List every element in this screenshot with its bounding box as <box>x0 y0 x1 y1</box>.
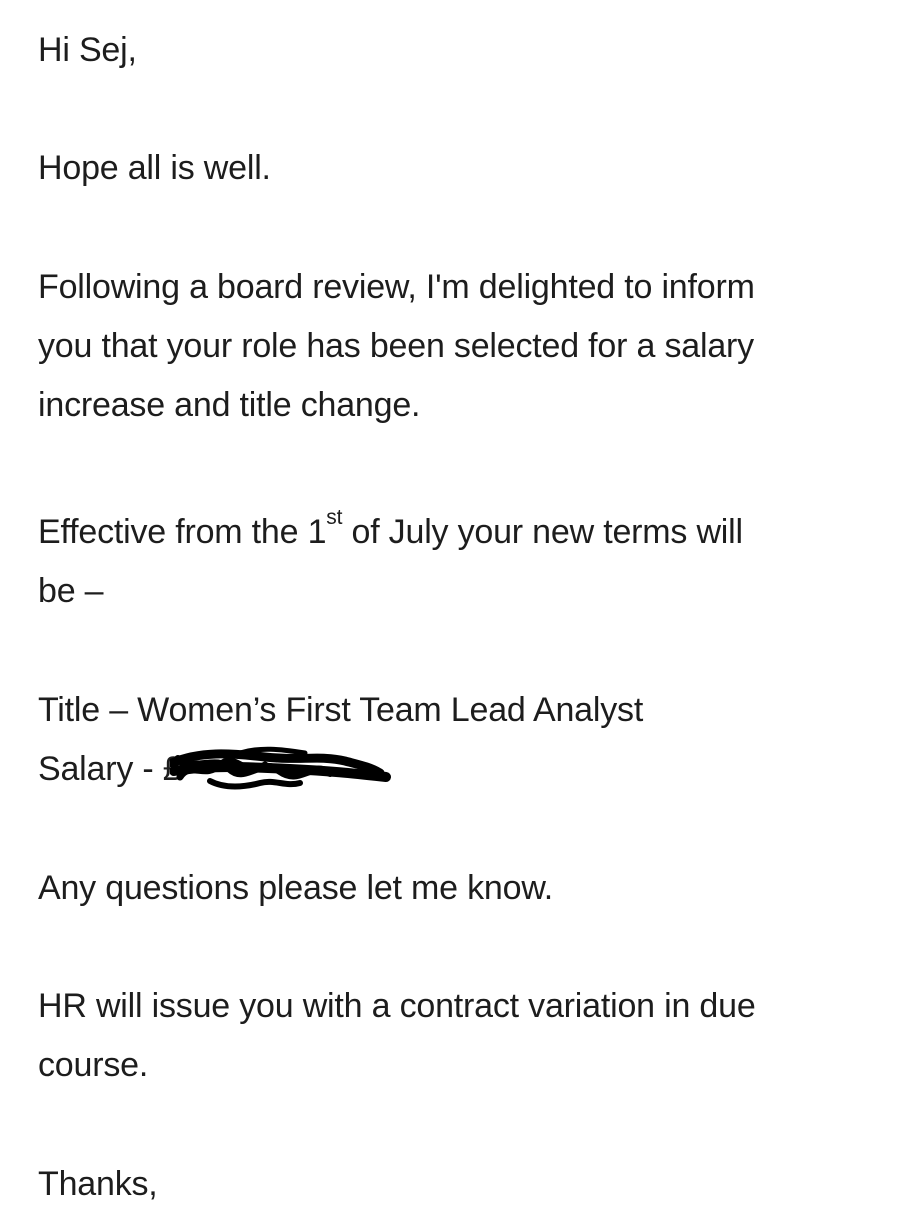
paragraph-line: increase and title change. <box>38 386 421 424</box>
ordinal-suffix: st <box>326 505 343 529</box>
paragraph-line: Following a board review, I'm delighted to inform <box>38 268 755 306</box>
effective-date-line <box>38 505 743 552</box>
questions-line: Any questions please let me know. <box>38 869 554 907</box>
salary-label: Salary - £ <box>38 750 182 788</box>
effective-date-continuation: be – <box>38 572 104 610</box>
paragraph-line: you that your role has been selected for a salary <box>38 327 754 365</box>
hr-note-line: HR will issue you with a contract variation in due <box>38 987 756 1025</box>
opening-line: Hope all is well. <box>38 149 271 187</box>
salary-line <box>38 749 392 789</box>
redaction-scribble-icon <box>170 743 392 795</box>
salary-redaction-scribble <box>182 749 392 789</box>
effective-text-before: Effective from the 1 <box>38 513 327 551</box>
new-title-line: Title – Women’s First Team Lead Analyst <box>38 691 644 729</box>
hr-note-line: course. <box>38 1046 149 1084</box>
signoff: Thanks, <box>38 1165 158 1203</box>
effective-text-after: of July your new terms will <box>342 513 743 551</box>
greeting: Hi Sej, <box>38 31 137 69</box>
